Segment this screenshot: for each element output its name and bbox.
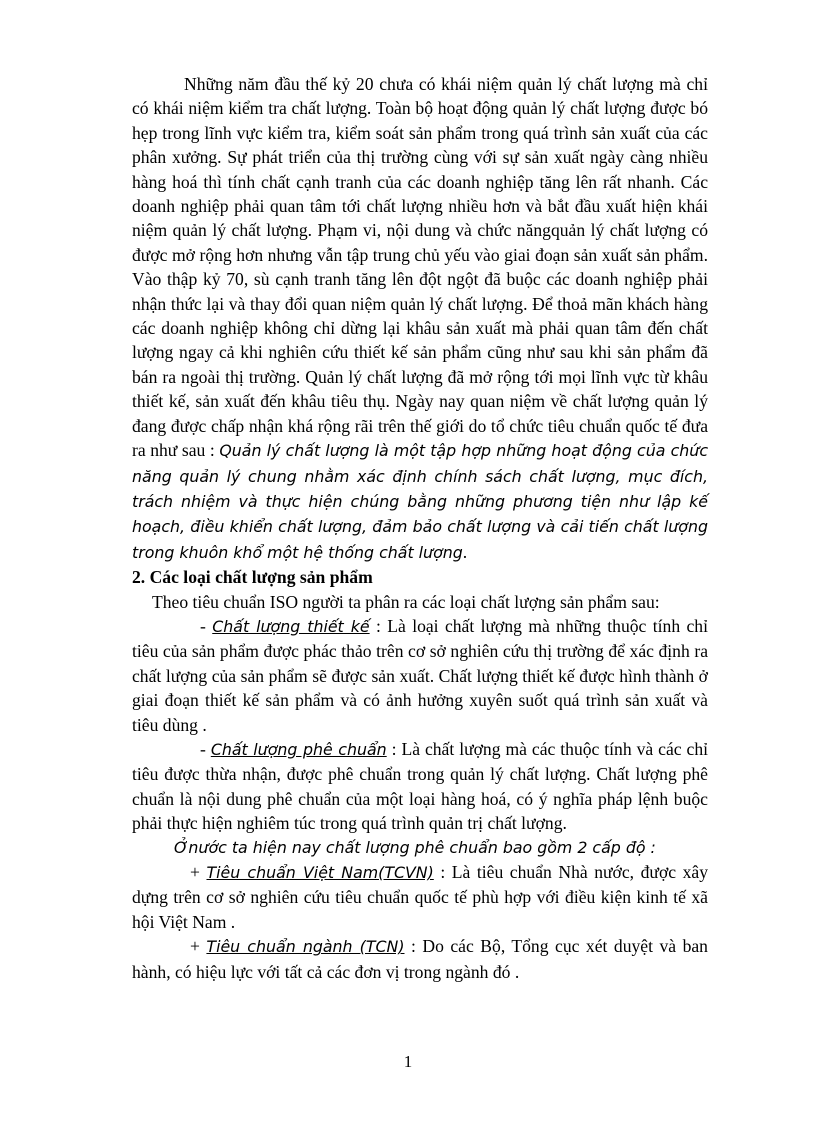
approved-dash: - xyxy=(200,738,211,759)
tcn-term: Tiêu chuẩn ngành (TCN) xyxy=(206,937,405,957)
tcn-text: : Do các Bộ, Tổng cục xét duyệt và ban hành, có hiệu lực với tất cả các đơn vị trong ngành đó . xyxy=(132,936,708,982)
paragraph-tcvn xyxy=(132,860,708,934)
approved-quality-term: Chất lượng phê chuẩn xyxy=(210,739,387,759)
design-quality-term: Chất lượng thiết kế xyxy=(212,616,370,636)
tcvn-plus: + xyxy=(190,862,207,882)
paragraph-approved-quality xyxy=(132,737,708,836)
intro-text: Những năm đầu thế kỷ 20 chưa có khái niệm quản lý chất lượng mà chỉ có khái niệm kiểm tra chất lượng. Toàn bộ hoạt động quản lý chất lượng được bó hẹp trong lĩnh vực kiểm tra, kiểm soát sản phẩm trong quá trình sản xuất của các phân xưởng. Sự phát triển của thị trường cùng với sự sản xuất ngày càng nhiều hàng hoá thì tính chất cạnh tranh của các doanh nghiệp tăng lên rất nhanh. Các doanh nghiệp phải quan tâm tới chất lượng nhiều hơn và bắt đầu xuất hiện khái niệm quản lý chất lượng. Phạm vi, nội dung và chức năngquản lý chất lượng có được mở rộng hơn nhưng vẫn tập trung chủ yếu vào giai đoạn sản xuất sản phẩm. Vào thập kỷ 70, sù cạnh tranh tăng lên đột ngột đã buộc các doanh nghiệp phải nhận thức lại và thay đổi quan niệm quản lý chất lượng. Để thoả mãn khách hàng các doanh nghiệp không chỉ dừng lại khâu sản xuất mà phải quan tâm đến chất lượng ngay cả khi nghiên cứu thiết kế sản phẩm cũng như sau khi sản phẩm đã bán ra ngoài thị trường. Quản lý chất lượng đã mở rộng tới mọi lĩnh vực từ khâu thiết kế, sản xuất đến khâu tiêu thụ. Ngày nay quan niệm về chất lượng quản lý đang được chấp nhận khá rộng rãi trên thế giới do tổ chức tiêu chuẩn quốc tế đưa ra như sau : xyxy=(132,74,708,461)
design-quality-text: : Là loại chất lượng mà những thuộc tính chỉ tiêu của sản phẩm được phác thảo trên cơ sở nghiên cứu thị trường để xác định ra chất lượng của sản phẩm sẽ được sản xuất. Chất lượng thiết kế được hình thành ở giai đoạn thiết kế sản phẩm và có ảnh hưởng xuyên suốt quá trình sản xuất và tiêu dùng . xyxy=(132,615,708,735)
paragraph-intro xyxy=(132,72,708,565)
design-dash: - xyxy=(200,615,213,636)
paragraph-iso: Theo tiêu chuẩn ISO người ta phân ra các loại chất lượng sản phẩm sau: xyxy=(152,591,660,612)
paragraph-tcn xyxy=(132,934,708,984)
document-body xyxy=(132,72,708,984)
paragraph-design-quality xyxy=(132,614,708,737)
intro-end: . xyxy=(462,541,468,562)
section-heading: 2. Các loại chất lượng sản phẩm xyxy=(132,567,373,588)
tcvn-term: Tiêu chuẩn Việt Nam(TCVN) xyxy=(206,863,434,882)
tcvn-text: : Là tiêu chuẩn Nhà nước, được xây dựng trên cơ sở nghiên cứu tiêu chuẩn quốc tế phù hợp với điều kiện kinh tế xã hội Việt Nam . xyxy=(132,862,709,932)
paragraph-levels: Ởnước ta hiện nay chất lượng phê chuẩn bao gồm 2 cấp độ : xyxy=(174,837,656,857)
intro-definition: Quản lý chất lượng là một tập hợp những hoạt động của chức năng quản lý chung nhằm xác định chính sách chất lượng, mục đích, trách nhiệm và thực hiện chúng bằng những phương tiện như lập kế hoạch, điều khiển chất lượng, đảm bảo chất lượng và cải tiến chất lượng trong khuôn khổ một hệ thống chất lượng xyxy=(132,441,709,562)
tcn-plus: + xyxy=(190,936,207,957)
approved-quality-text: : Là chất lượng mà các thuộc tính và các chỉ tiêu được thừa nhận, được phê chuẩn trong quản lý chất lượng. Chất lượng phê chuẩn là nội dung phê chuẩn của một loại hàng hoá, có ý nghĩa pháp lệnh buộc phải thực hiện nghiêm túc trong quá trình quản trị chất lượng. xyxy=(132,738,709,834)
page-number: 1 xyxy=(403,1052,413,1071)
